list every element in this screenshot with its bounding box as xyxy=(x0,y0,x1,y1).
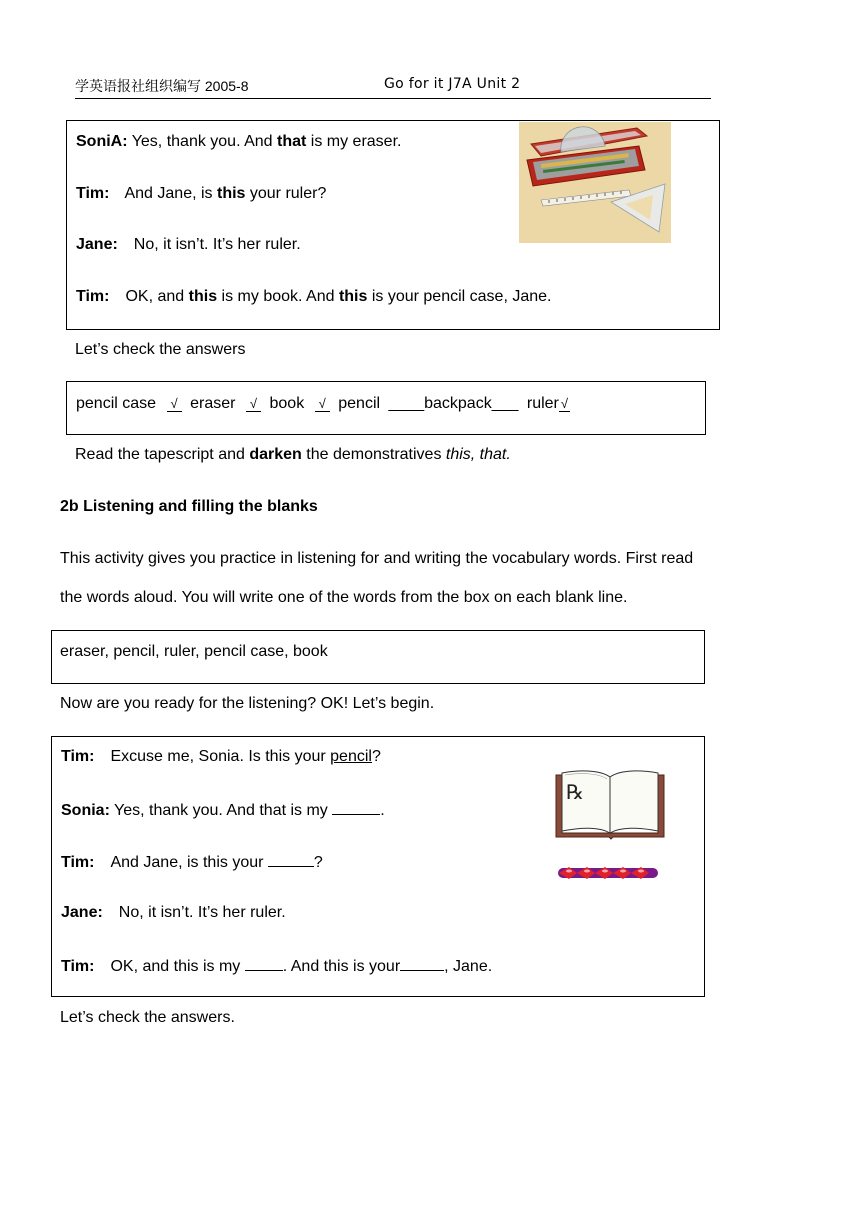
book-symbol: ℞ xyxy=(566,780,584,804)
line-text: And Jane, is this your xyxy=(110,854,268,871)
dialogue-1-line-4 xyxy=(76,288,551,306)
section-paragraph-line-2: the words aloud. You will write one of the words from the box on each blank line. xyxy=(60,589,628,606)
check-mark: √ xyxy=(560,396,569,411)
speaker-label: SoniA: xyxy=(76,133,128,150)
line-text: ? xyxy=(371,748,381,765)
header-publisher: 学英语报社组织编写 2005-8 xyxy=(75,78,249,94)
pencil-illustration xyxy=(555,863,661,883)
answer-word: ruler xyxy=(526,395,559,412)
section-paragraph-line-1: This activity gives you practice in listening for and writing the vocabulary words. First read xyxy=(60,550,694,567)
answer-word: pencil case xyxy=(76,395,157,412)
header-unit-title: Go for it J7A Unit 2 xyxy=(384,76,521,92)
line-text: . xyxy=(380,802,385,819)
line-text: . And this is your xyxy=(282,958,401,975)
speaker-label: Jane: xyxy=(61,904,103,921)
check-mark: √ xyxy=(167,397,182,412)
dialogue-1-line-3 xyxy=(76,236,301,254)
dialogue-1-line-2 xyxy=(76,185,326,203)
line-text: No, it isn’t. It’s her ruler. xyxy=(118,904,286,921)
check-mark: √ xyxy=(315,397,330,412)
dialogue-2-line-2 xyxy=(61,800,385,820)
check-mark: √ xyxy=(246,397,261,412)
dialogue-box-1 xyxy=(66,120,720,330)
instruction-emphasis: darken xyxy=(249,446,302,463)
dialogue-2-line-1 xyxy=(61,748,381,766)
speaker-label: Tim: xyxy=(76,185,110,202)
instruction-text xyxy=(75,446,511,464)
answer-blank: ____ xyxy=(388,395,425,412)
answer-word: book xyxy=(269,395,305,412)
instruction-demonstratives: this, that. xyxy=(445,446,511,463)
answer-blank: ___ xyxy=(491,395,519,412)
answer-blank-ruler[interactable] xyxy=(268,852,314,867)
check-answers-label: Let’s check the answers xyxy=(75,341,246,358)
demonstrative-word: this xyxy=(216,185,246,202)
instruction-part: the demonstratives xyxy=(301,446,446,463)
answer-blank-pencil-case[interactable] xyxy=(400,956,444,971)
line-text: And Jane, is xyxy=(124,185,217,202)
answer-word: backpack xyxy=(424,395,492,412)
line-text: is my eraser. xyxy=(306,133,402,150)
dialogue-2-line-4 xyxy=(61,904,286,922)
demonstrative-word: this xyxy=(188,288,218,305)
dialogue-box-2 xyxy=(51,736,705,997)
line-text: is your pencil case, Jane. xyxy=(367,288,552,305)
check-answers-final: Let’s check the answers. xyxy=(60,1009,235,1026)
demonstrative-word: that xyxy=(277,133,307,150)
line-text: ? xyxy=(313,854,323,871)
header-divider xyxy=(75,98,711,99)
speaker-label: Tim: xyxy=(61,958,95,975)
line-text: OK, and xyxy=(125,288,189,305)
answer-blank-eraser[interactable] xyxy=(332,800,380,815)
line-text: , Jane. xyxy=(444,958,493,975)
speaker-label: Sonia: xyxy=(61,802,110,819)
line-text: Excuse me, Sonia. Is this your xyxy=(110,748,331,765)
line-text: your ruler? xyxy=(245,185,327,202)
speaker-label: Tim: xyxy=(76,288,110,305)
open-book-icon xyxy=(554,769,666,841)
dialogue-1-line-1 xyxy=(76,133,401,151)
example-answer: pencil xyxy=(330,748,372,765)
line-text: Yes, thank you. And that is my xyxy=(109,802,333,819)
line-text: OK, and this is my xyxy=(110,958,245,975)
ready-prompt: Now are you ready for the listening? OK! Let’s begin. xyxy=(60,695,435,712)
dialogue-2-line-3 xyxy=(61,852,323,872)
demonstrative-word: this xyxy=(338,288,368,305)
word-box xyxy=(51,630,705,684)
dialogue-2-line-5 xyxy=(61,956,492,976)
speaker-label: Tim: xyxy=(61,854,95,871)
line-text: is my book. And xyxy=(217,288,339,305)
speaker-label: Tim: xyxy=(61,748,95,765)
answers-line xyxy=(76,395,570,413)
answer-word: pencil xyxy=(338,395,381,412)
section-title: 2b Listening and filling the blanks xyxy=(60,498,318,515)
answer-word: eraser xyxy=(190,395,236,412)
speaker-label: Jane: xyxy=(76,236,118,253)
word-list: eraser, pencil, ruler, pencil case, book xyxy=(60,643,328,660)
instruction-part: Read the tapescript and xyxy=(75,446,250,463)
line-text: Yes, thank you. And xyxy=(127,133,277,150)
answers-box xyxy=(66,381,706,435)
line-text: No, it isn’t. It’s her ruler. xyxy=(133,236,301,253)
pencil-case-photo xyxy=(519,122,671,243)
answer-blank-book[interactable] xyxy=(245,956,283,971)
